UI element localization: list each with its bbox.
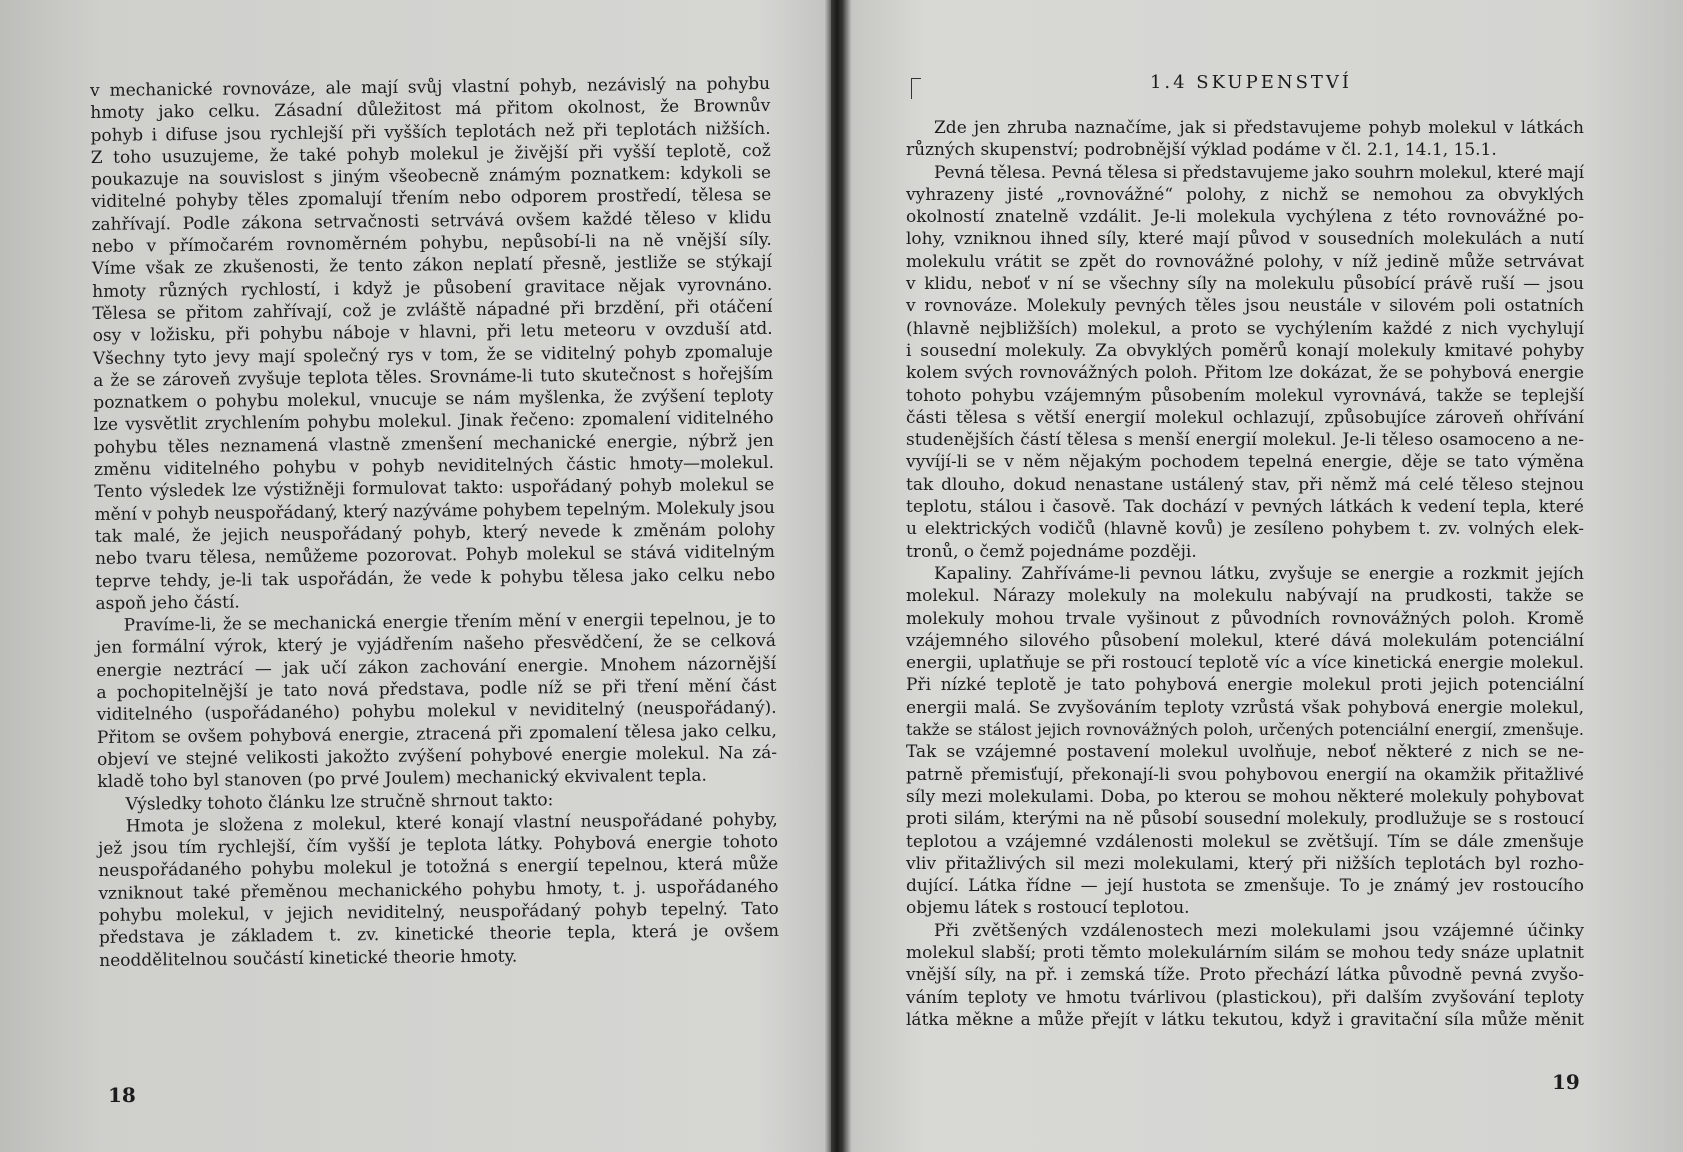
text-line: lze vysvětlit zrychlením pohybu molekul. Jinak řečeno: zpomalení viditelného: [93, 408, 774, 436]
text-line: Víme však ze zkušenosti, že tento zákon neplatí přesně, jestliže se stýkají: [91, 252, 773, 280]
text-line: poznatkem o pohybu molekul, vnucuje se nám myšlenka, že zvýšení teploty: [93, 386, 774, 414]
text-line: nebo tvaru tělesa, nemůžeme pozorovat. Pohyb molekul se stává viditelným: [94, 542, 776, 570]
text-line: tronů, o čemž pojednáme později.: [906, 541, 1197, 562]
text-line: Z toho usuzujeme, že také pohyb molekul je živější při vyšší teplotě, což: [90, 140, 771, 168]
text-line: teplotou a vzájemné vzdálenosti molekul se zvětšují. Tím se dále zmenšuje: [906, 831, 1584, 852]
text-line: tak dlouho, dokud nenastane ustálený stav, při němž má celé těleso stejnou: [906, 474, 1584, 495]
text-line: teplotu, stálou i časově. Tak dochází v pevných látkách k vedení tepla, které: [906, 497, 1584, 518]
text-line: Výsledky tohoto článku lze stručně shrnout takto:: [125, 789, 554, 815]
text-line: síly mezi molekulami. Doba, po kterou se mohou některé molekuly pohybovat: [906, 786, 1584, 807]
text-line: a že se zároveň zvyšuje teplota těles. Srovnáme-li tuto skutečnost s hořejším: [93, 363, 774, 391]
text-line: kolem svých rovnovážných poloh. Přitom lze dokázat, že se pohybová energie: [906, 363, 1584, 384]
left-page-text: [90, 73, 779, 972]
left-page: [0, 0, 830, 1152]
text-line: patrně přemisťují, překonají-li svou pohybovou energií na okamžik přitažlivé: [906, 764, 1584, 785]
text-line: okolností znatelně vzdálit. Je-li molekula vychýlena z této rovnovážné po-: [906, 207, 1584, 228]
text-line: jen formální výrok, který je vyjádřením našeho přesvědčení, že se celková: [95, 631, 777, 659]
text-line: nebo v přímočarém rovnoměrném pohybu, nepůsobí-li na ně vnější síly.: [91, 229, 772, 258]
page-number: 19: [1552, 1070, 1580, 1094]
text-line: dující. Látka řídne — její hustota se zmenšuje. To je známý jev rostoucího: [906, 876, 1584, 897]
text-line: tak malé, že jejich neuspořádaný pohyb, který nevede k změnám polohy: [94, 519, 775, 547]
text-line: představa je základem t. zv. kinetické theorie tepla, která je ovšem: [98, 921, 780, 949]
text-line: osy v ložisku, při pohybu náboje v hlavni, při letu meteoru v ovzduší atd.: [92, 319, 773, 347]
text-line: látka měkne a může přejít v látku tekutou, když i gravitační síla může měnit: [906, 1009, 1584, 1030]
text-line: Pravíme-li, že se mechanická energie třením mění v energii tepelnou, je to: [123, 608, 776, 636]
text-line: zahřívají. Podle zákona setrvačnosti setrvává ovšem každé těleso v klidu: [91, 207, 772, 235]
text-line: části tělesa s větší energií molekul ochlazují, způsobujíce zároveň ohřívání: [906, 407, 1584, 428]
text-line: Pevná tělesa. Pevná tělesa si představujeme jako souhrn molekul, které mají: [934, 162, 1584, 183]
text-line: pohybu těles neznamená vlastně zmenšení mechanické energie, nýbrž jen: [93, 430, 774, 458]
text-line: tohoto pohybu vzájemným působením molekul vyrovnává, takže se teplejší: [906, 385, 1584, 406]
text-line: proti silám, kterými na ně působí sousední molekuly, prodlužuje se s rostoucí: [906, 809, 1584, 830]
text-line: Hmota je složena z molekul, které konají vlastní neuspořádané pohyby,: [125, 809, 778, 837]
book-spine: [831, 0, 843, 1152]
text-line: mění v pohyb neuspořádaný, který nazýváme pohybem tepelným. Molekuly jsou: [94, 497, 775, 525]
text-line: vnější síly, na př. i zemská tíže. Proto přechází látka původně pevná zvyšo-: [906, 965, 1584, 986]
text-line: Kapaliny. Zahříváme-li pevnou látku, zvyšuje se energie a rozkmit jejích: [934, 563, 1584, 584]
text-line: takže se stálost jejich rovnovážných poloh, určených potenciální energií, zmenšuje.: [906, 720, 1584, 740]
text-line: viditelného (uspořádaného) pohybu molekul v neviditelný (neuspořádaný).: [96, 698, 777, 726]
text-line: a pochopitelnější je tato nová představa, podle níž se při tření mění část: [96, 675, 777, 703]
text-line: Při zvětšených vzdálenostech mezi molekulami jsou vzájemné účinky: [934, 920, 1584, 941]
text-line: pohybu molekul, v jejich neviditelný, neuspořádaný pohyb tepelný. Tato: [98, 898, 779, 926]
text-line: energie neztrácí — jak učí zákon zachování energie. Mnohem názornější: [96, 653, 777, 681]
text-line: kladě toho byl stanoven (po prvé Joulem) mechanický ekvivalent tepla.: [97, 765, 707, 793]
text-line: v klidu, neboť v ní se všechny síly na molekulu působící právě ruší — jsou: [906, 274, 1584, 295]
text-line: Při nízké teplotě je tato pohybová energie molekul proti jejich potenciální: [906, 675, 1584, 696]
text-line: neoddělitelnou součástí kinetické theorie hmoty.: [99, 946, 518, 971]
text-line: i sousední molekuly. Za obvyklých poměrů konají molekuly kmitavé pohyby: [906, 340, 1584, 361]
text-line: vliv přitažlivých sil mezi molekulami, který při nižších teplotách byl rozho-: [906, 853, 1584, 874]
text-line: Tělesa se přitom zahřívají, což je zvláště nápadné při brzdění, při otáčení: [92, 296, 773, 324]
text-line: hmoty jako celku. Zásadní důležitost má přitom okolnost, že Brownův: [90, 96, 771, 124]
text-line: vyhrazeny jisté „rovnovážné“ polohy, z nichž se nemohou za obvyklých: [906, 184, 1584, 205]
text-line: molekulu vrátit se zpět do rovnovážné polohy, v níž jedině může setrvávat: [906, 251, 1584, 272]
text-line: energii malá. Se zvyšováním teploty vzrůstá však pohybová energie molekul,: [906, 697, 1584, 718]
text-line: Přitom se ovšem pohybová energie, ztracená při zpomalení tělesa jako celku,: [96, 720, 777, 748]
text-line: pohyb i difuse jsou rychlejší při vyšších teplotách než při teplotách nižších.: [90, 118, 771, 146]
text-line: různých skupenství; podrobnější výklad podáme v čl. 2.1, 14.1, 15.1.: [906, 140, 1497, 161]
text-line: Zde jen zhruba naznačíme, jak si představujeme pohyb molekul v látkách: [934, 118, 1584, 138]
text-line: v rovnováze. Molekuly pevných těles jsou neustále v silovém poli ostatních: [906, 296, 1584, 317]
text-line: molekul. Nárazy molekuly na molekulu nabývají na prudkosti, takže se: [906, 586, 1584, 607]
text-line: vzniknout také přeměnou mechanického pohybu hmoty, t. j. uspořádaného: [98, 876, 779, 904]
text-line: poukazuje na souvislost s jiným všeobecně známým poznatkem: kdykoli se: [90, 163, 772, 191]
text-line: energii, uplatňuje se při rostoucí teplotě víc a více kinetická energie molekul.: [906, 653, 1584, 674]
text-line: molekuly mohou trvale vyšinout z původních rovnovážných poloh. Kromě: [906, 608, 1584, 629]
right-page: [846, 0, 1683, 1152]
corner-mark: [911, 78, 921, 99]
text-line: molekul slabší; proti těmto molekulárním silám se mohou tedy snáze uplatnit: [906, 942, 1584, 963]
right-page-text: [906, 117, 1584, 1031]
text-line: váním teploty ve hmotu tvárlivou (plastickou), při dalším zvyšování teploty: [906, 987, 1584, 1008]
text-line: studenějších částí tělesa s menší energií molekul. Je-li těleso osamoceno a ne-: [906, 430, 1584, 451]
text-line: Všechny tyto jevy mají společný rys v tom, že se viditelný pohyb zpomaluje: [92, 341, 773, 369]
text-line: u elektrických vodičů (hlavně kovů) je zesíleno pohybem t. zv. volných elek-: [906, 519, 1584, 540]
chapter-heading: 1.4 SKUPENSTVÍ: [1149, 72, 1353, 93]
text-line: v mechanické rovnováze, ale mají svůj vlastní pohyb, nezávislý na pohybu: [90, 73, 771, 101]
text-line: aspoň jeho částí.: [95, 592, 240, 614]
text-line: Tak se vzájemné postavení molekul uvolňuje, neboť některé z nich se ne-: [906, 742, 1584, 763]
text-line: objemu látek s rostoucí teplotou.: [906, 898, 1190, 919]
text-line: vyvíjí-li se v něm nějakým pochodem tepelná energie, děje se tato výměna: [906, 452, 1584, 473]
text-line: jež jsou tím rychlejší, čím vyšší je teplota látky. Pohybová energie tohoto: [97, 831, 779, 860]
text-line: hmoty různých rychlostí, i když je působení gravitace nějak vyrovnáno.: [92, 274, 773, 302]
page-number: 18: [108, 1083, 136, 1107]
text-line: vzájemného silového působení molekul, které dává molekulám potenciální: [906, 630, 1584, 651]
text-line: objeví ve stejné velikosti jakožto zvýšení pohybové energie molekul. Na zá-: [97, 742, 778, 770]
text-line: lohy, vzniknou ihned síly, které mají původ v sousedních molekulách a nutí: [906, 229, 1584, 250]
text-line: Tento výsledek lze výstižněji formulovat takto: uspořádaný pohyb molekul se: [94, 475, 775, 503]
text-line: teprve tehdy, je-li tak uspořádán, že vede k pohybu tělesa jako celku nebo: [95, 564, 776, 592]
text-line: neuspořádaného pohybu molekul je totožná s energií tepelnou, která může: [98, 854, 779, 882]
text-line: viditelné pohyby těles zpomalují třením nebo odporem prostředí, tělesa se: [91, 185, 772, 213]
text-line: změnu viditelného pohybu v pohyb neviditelných částic hmoty—molekul.: [93, 452, 775, 481]
text-line: (hlavně nejbližších) molekul, a proto se vychýlením každé z nich vychylují: [906, 318, 1584, 339]
